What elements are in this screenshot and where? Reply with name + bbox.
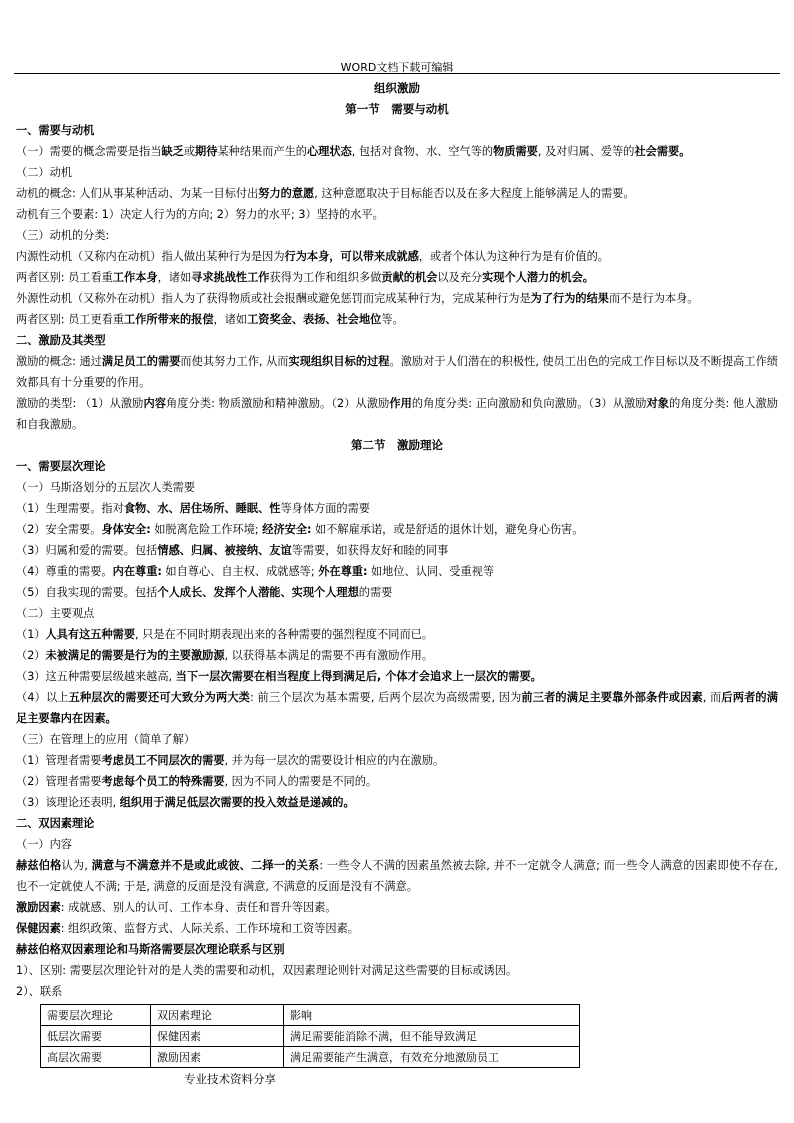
document-body	[16, 78, 778, 1068]
item-belonging: （3）归属和爱的需要。包括情感、归属、被接纳、友谊等需要，如获得友好和睦的同事	[16, 544, 449, 557]
subheading-application: （三）在管理上的应用（简单了解）	[16, 733, 196, 746]
heading-needs-motivation: 一、需要与动机	[16, 124, 95, 137]
subheading-content: （一）内容	[16, 838, 72, 851]
doc-title: 组织激励	[374, 81, 420, 95]
table-cell: 影响	[284, 1005, 580, 1026]
comparison-table	[40, 1004, 580, 1068]
table-cell: 双因素理论	[151, 1005, 284, 1026]
item-esteem: （4）尊重的需要。内在尊重: 如自尊心、自主权、成就感等; 外在尊重: 如地位、认同、受重视等	[16, 565, 495, 578]
item-physiological: （1）生理需要。指对食物、水、居住场所、睡眠、性等身体方面的需要	[16, 502, 370, 515]
table-cell: 高层次需要	[41, 1047, 151, 1068]
para-intrinsic-diff: 两者区别: 员工看重工作本身，诸如寻求挑战性工作获得为工作和组织多做贡献的机会以及充分实现个人潜力的机会。	[16, 271, 594, 284]
subheading-motivation-types: （三）动机的分类:	[16, 229, 110, 242]
heading-incentive-types: 二、激励及其类型	[16, 334, 106, 347]
para-extrinsic: 外源性动机（又称外在动机）指人为了获得物质或社会报酬或避免惩罚而完成某种行为，完成某种行为是为了行为的结果而不是行为本身。	[16, 292, 699, 305]
view-4: （4）以上五种层次的需要还可大致分为两大类: 前三个层次为基本需要, 后两个层次为高级需要, 因为前三者的满足主要靠外部条件或因素, 而后两者的满足主要靠内在因素。	[16, 691, 778, 725]
para-hygiene: 保健因素: 组织政策、监督方式、人际关系、工作环境和工资等因素。	[16, 922, 359, 935]
application-2: （2）管理者需要考虑每个员工的特殊需要, 因为不同人的需要是不同的。	[16, 775, 378, 788]
table-row	[41, 1005, 580, 1026]
para-motivators: 激励因素: 成就感、别人的认可、工作本身、责任和晋升等因素。	[16, 901, 337, 914]
page-header: WORD文档下载可编辑	[340, 61, 454, 74]
table-cell: 满足需要能产生满意，有效充分地激励员工	[284, 1047, 580, 1068]
table-row	[41, 1026, 580, 1047]
view-3: （3）这五种需要层级越来越高, 当下一层次需要在相当程度上得到满足后, 个体才会追求上一层次的需要。	[16, 670, 542, 683]
heading-comparison: 赫兹伯格双因素理论和马斯洛需要层次理论联系与区别	[16, 943, 285, 956]
table-cell: 低层次需要	[41, 1026, 151, 1047]
table-cell: 满足需要能消除不满，但不能导致满足	[284, 1026, 580, 1047]
view-1: （1）人具有这五种需要, 只是在不同时期表现出来的各种需要的强烈程度不同而已。	[16, 628, 434, 641]
para-connection: 2）、联系	[16, 985, 63, 998]
application-3: （3）该理论还表明, 组织用于满足低层次需要的投入效益是递减的。	[16, 796, 355, 809]
item-safety: （2）安全需要。身体安全: 如脱离危险工作环境; 经济安全: 如不解雇承诺，或是舒适的退休计划，避免身心伤害。	[16, 523, 584, 536]
section-1-title: 第一节 需要与动机	[345, 102, 449, 116]
para-extrinsic-diff: 两者区别: 员工更看重工作所带来的报偿，诸如工资奖金、表扬、社会地位等。	[16, 313, 404, 326]
table-cell: 需要层次理论	[41, 1005, 151, 1026]
page-footer: 专业技术资料分享	[184, 1072, 276, 1086]
para-incentive-types: 激励的类型: （1）从激励内容角度分类: 物质激励和精神激励。（2）从激励作用的角度分类: 正向激励和负向激励。（3）从激励对象的角度分类: 他人激励和自我激励。	[16, 397, 778, 431]
para-herzberg: 赫兹伯格认为, 满意与不满意并不是或此或彼、二择一的关系: 一些令人不满的因素虽然被去除, 并不一定就令人满意; 而一些令人满意的因素即使不存在, 也不一定就使人不满; 于是, 满意的反面是没有满意, 不满意的反面是没有不满意。	[16, 859, 778, 893]
view-2: （2）未被满足的需要是行为的主要激励源, 以获得基本满足的需要不再有激励作用。	[16, 649, 434, 662]
para-intrinsic: 内源性动机（又称内在动机）指人做出某种行为是因为行为本身，可以带来成就感，或者个体认为这种行为是有价值的。	[16, 250, 609, 263]
table-cell: 激励因素	[151, 1047, 284, 1068]
subheading-five-levels: （一）马斯洛划分的五层次人类需要	[16, 481, 196, 494]
item-self-actualization: （5）自我实现的需要。包括个人成长、发挥个人潜能、实现个人理想的需要	[16, 586, 393, 599]
table-row	[41, 1047, 580, 1068]
section-2-title: 第二节 激励理论	[351, 438, 443, 452]
para-incentive-concept: 激励的概念: 通过满足员工的需要而使其努力工作, 从而实现组织目标的过程。激励对于人们潜在的积极性, 使员工出色的完成工作目标以及不断提高工作绩效都具有十分重要的作用。	[16, 355, 778, 389]
subheading-main-views: （二）主要观点	[16, 607, 95, 620]
header-rule	[14, 73, 780, 74]
para-motivation-elements: 动机有三个要素: 1）决定人行为的方向; 2）努力的水平; 3）坚持的水平。	[16, 208, 384, 221]
para-need-concept: （一）需要的概念需要是指当缺乏或期待某种结果而产生的心理状态, 包括对食物、水、空气等的物质需要, 及对归属、爱等的社会需要。	[16, 145, 691, 158]
para-motivation-concept: 动机的概念: 人们从事某种活动、为某一目标付出努力的意愿, 这种意愿取决于目标能否以及在多大程度上能够满足人的需要。	[16, 187, 635, 200]
table-cell: 保健因素	[151, 1026, 284, 1047]
subheading-motivation: （二）动机	[16, 166, 72, 179]
heading-two-factor: 二、双因素理论	[16, 817, 95, 830]
para-difference: 1）、区别: 需要层次理论针对的是人类的需要和动机，双因素理论则针对满足这些需要的目标或诱因。	[16, 964, 518, 977]
application-1: （1）管理者需要考虑员工不同层次的需要, 并为每一层次的需要设计相应的内在激励。	[16, 754, 445, 767]
heading-hierarchy: 一、需要层次理论	[16, 460, 106, 473]
